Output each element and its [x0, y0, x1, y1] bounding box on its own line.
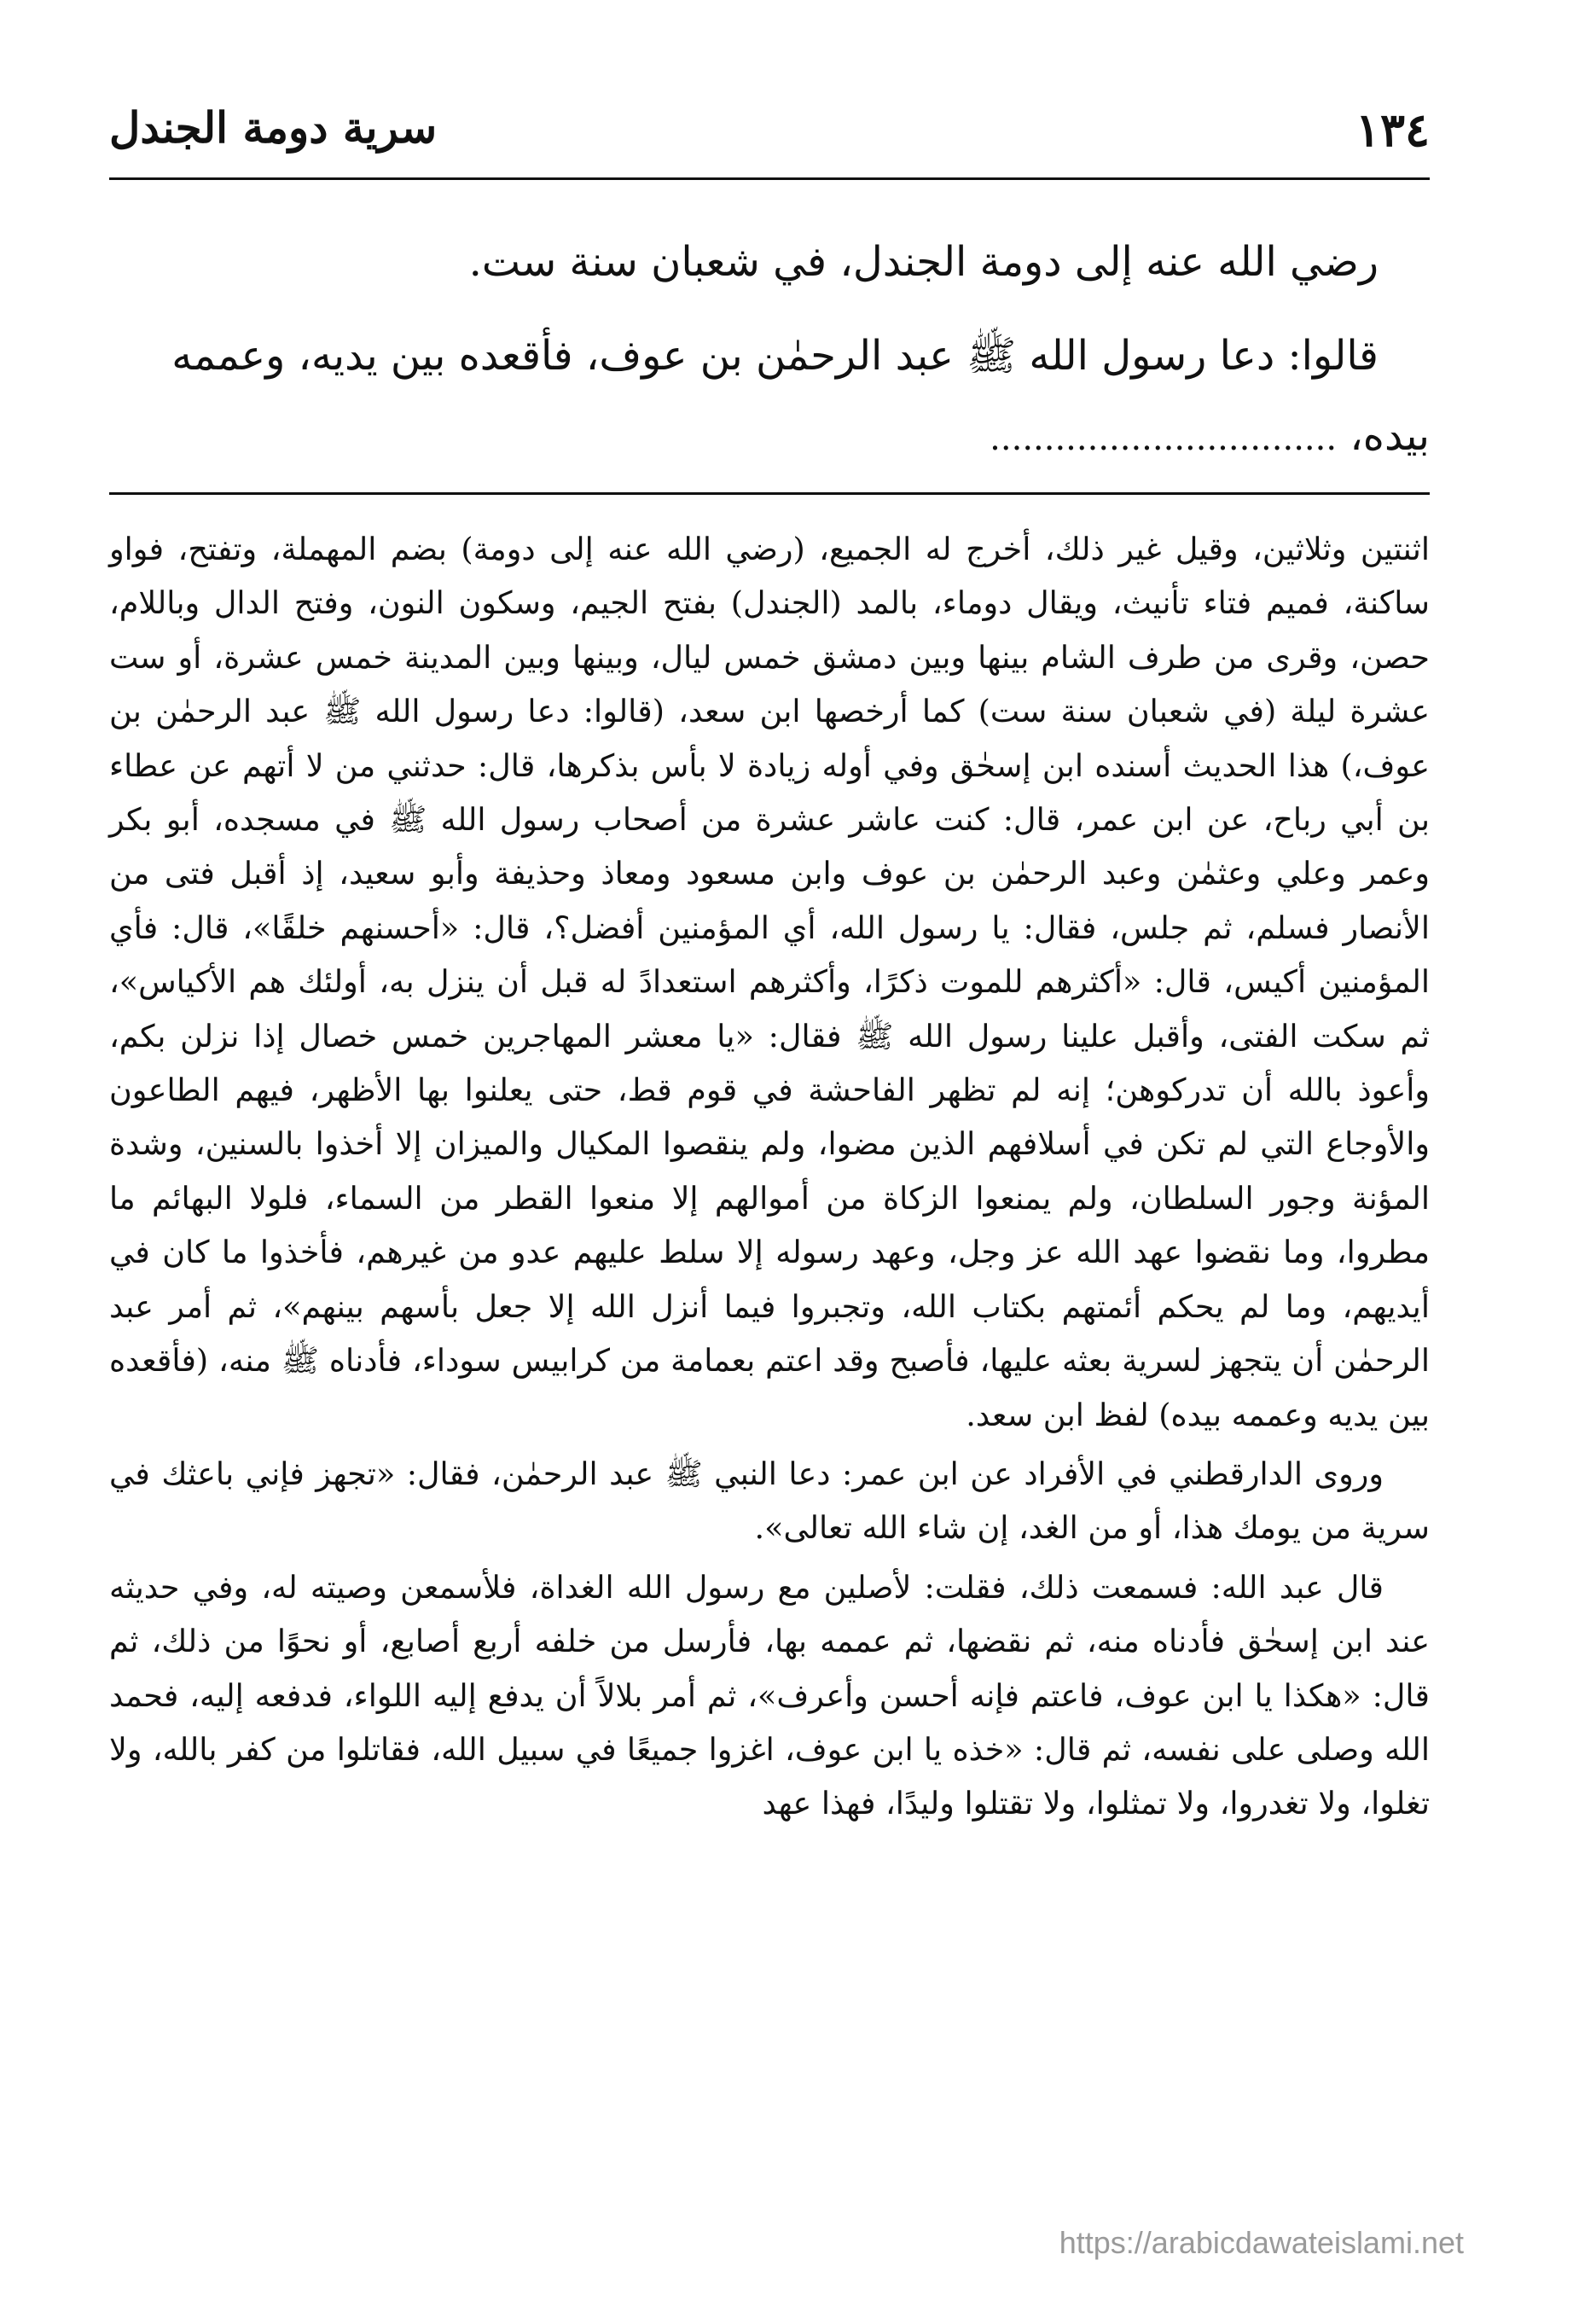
text-commentary-divider: [109, 492, 1430, 495]
main-text: [109, 215, 1430, 477]
commentary-paragraph: قال عبد الله: فسمعت ذلك، فقلت: لأصلين مع رسول الله الغداة، فلأسمعن وصيته له، وفي حديثه عند ابن إسحٰق فأدناه منه، ثم نقضها، ثم عممه بها، فأرسل من خلفه أربع أصابع، أو نحوًا من ذلك، ثم قال: «هكذا يا ابن عوف، فاعتم فإنه أحسن وأعرف»، ثم أمر بلالاً أن يدفع إليه اللواء، فدفعه إليه، فحمد الله وصلى على نفسه، ثم قال: «خذه يا ابن عوف، اغزوا جميعًا في سبيل الله، فقاتلوا من كفر بالله، ولا تغلوا، ولا تغدروا، ولا تمثلوا، ولا تقتلوا وليدًا، فهذا عهد: [109, 1568, 1430, 1822]
page-number: ١٣٤: [1355, 102, 1430, 157]
header-rule: [109, 177, 1430, 180]
main-paragraph: قالوا: دعا رسول الله ﷺ عبد الرحمٰن بن عوف، فأقعده بين يديه، وعممه: [171, 332, 1379, 380]
watermark-url: https://arabicdawateislami.net: [1059, 2225, 1464, 2260]
main-paragraph: رضي الله عنه إلى دومة الجندل، في شعبان سنة ست.: [468, 238, 1379, 286]
main-last-word: بيده،: [1350, 412, 1430, 460]
commentary-paragraph: اثنتين وثلاثين، وقيل غير ذلك، أخرج له الجميع، (رضي الله عنه إلى دومة) بضم المهملة، وتفتح، فواو ساكنة، فميم فتاء تأنيث، ويقال دوماء، بالمد (الجندل) بفتح الجيم، وسكون النون، وفتح الدال وباللام، حصن، وقرى من طرف الشام بينها وبين دمشق خمس ليال، وبينها وبين المدينة خمس عشرة، أو ست عشرة ليلة (في شعبان سنة ست) كما أرخصها ابن سعد، (قالوا: دعا رسول الله ﷺ عبد الرحمٰن بن عوف،) هذا الحديث أسنده ابن إسحٰق وفي أوله زيادة لا بأس بذكرها، قال: حدثني من لا أتهم عن عطاء بن أبي رباح، عن ابن عمر، قال: كنت عاشر عشرة من أصحاب رسول الله ﷺ في مسجده، أبو بكر وعمر وعلي وعثمٰن وعبد الرحمٰن بن عوف وابن مسعود ومعاذ وحذيفة وأبو سعيد، إذ أقبل فتى من الأنصار فسلم، ثم جلس، فقال: يا رسول الله، أي المؤمنين أفضل؟، قال: «أحسنهم خلقًا»، قال: فأي المؤمنين أكيس، قال: «أكثرهم للموت ذكرًا، وأكثرهم استعدادً له قبل أن ينزل به، أولئك هم الأكياس»، ثم سكت الفتى، وأقبل علينا رسول الله ﷺ فقال: «يا معشر المهاجرين خمس خصال إذا نزلن بكم، وأعوذ بالله أن تدركوهن؛ إنه لم تظهر الفاحشة في قوم قط، حتى يعلنوا بها الأظهر، فيهم الطاعون والأوجاع التي لم تكن في أسلافهم الذين مضوا، ولم ينقصوا المكيال والميزان إلا أخذوا بالسنين، وشدة المؤنة وجور السلطان، ولم يمنعوا الزكاة من أموالهم إلا منعوا القطر من السماء، فلولا البهائم ما مطروا، وما نقضوا عهد الله عز وجل، وعهد رسوله إلا سلط عليهم عدو من غيرهم، فأخذوا ما كان في أيديهم، وما لم يحكم أئمتهم بكتاب الله، وتجبروا فيما أنزل الله إلا جعل بأسهم بينهم»، ثم أمر عبد الرحمٰن أن يتجهز لسرية بعثه عليها، فأصبح وقد اعتم بعمامة من كرابيس سوداء، فأدناه ﷺ منه، (فأقعده بين يديه وعممه بيده) لفظ ابن سعد.: [109, 531, 1430, 1433]
ellipsis-dots: ................................: [990, 419, 1338, 458]
running-header: [109, 94, 1430, 171]
commentary-paragraph: وروى الدارقطني في الأفراد عن ابن عمر: دعا النبي ﷺ عبد الرحمٰن، فقال: «تجهز فإني باعثك في سرية من يومك هذا، أو من الغد، إن شاء الله تعالى».: [109, 1455, 1430, 1547]
main-text-continuation: [109, 398, 1430, 477]
running-title: سرية دومة الجندل: [109, 102, 438, 153]
commentary-text: [109, 522, 1430, 1831]
